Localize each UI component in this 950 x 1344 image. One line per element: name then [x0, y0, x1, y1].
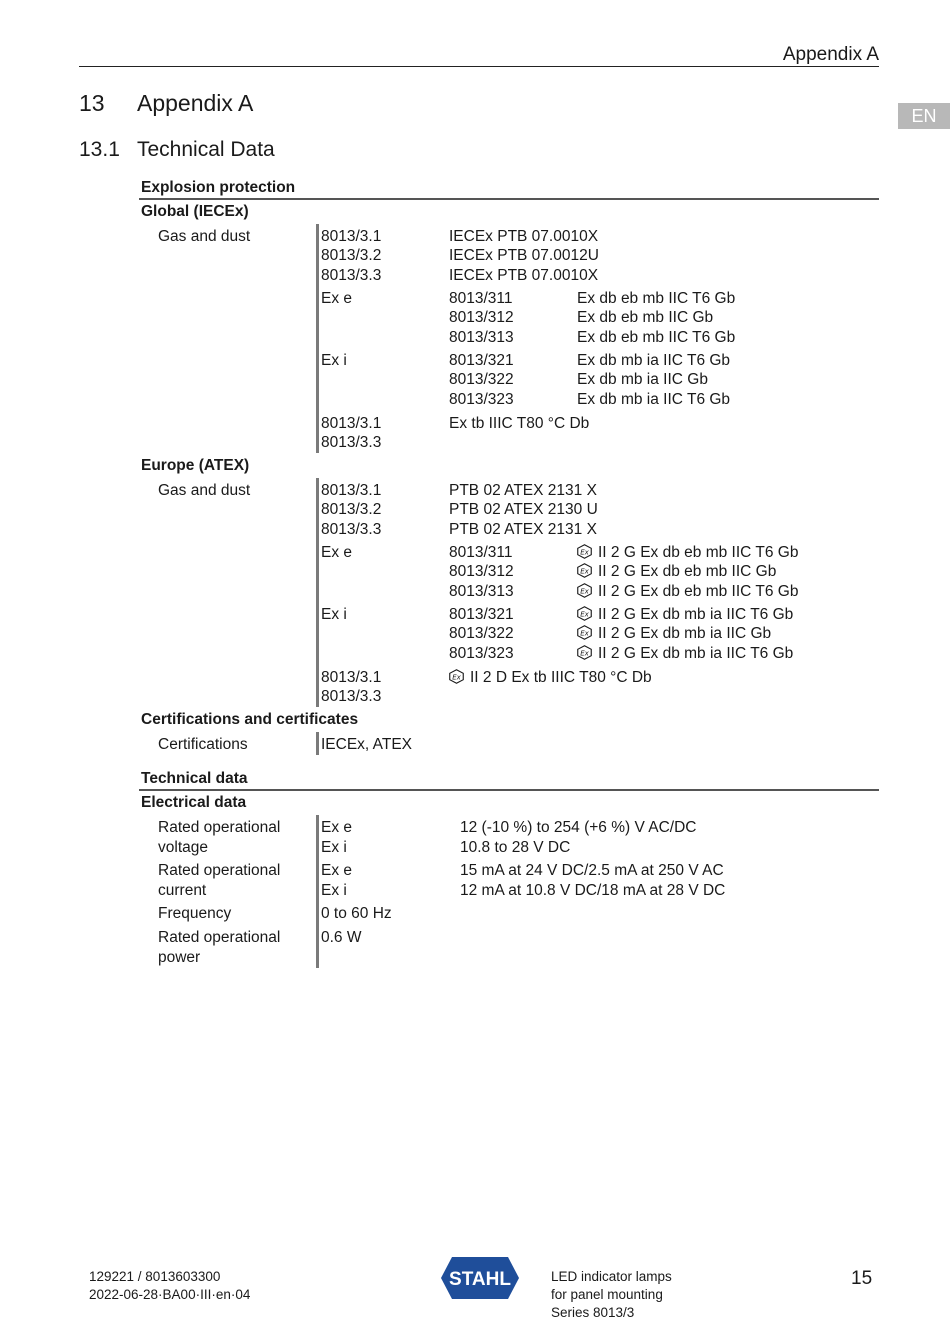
power-value: 0.6 W	[321, 929, 362, 946]
marking-row	[577, 605, 793, 624]
certificate: PTB 02 ATEX 2131 X	[449, 520, 597, 538]
svg-text:Ex: Ex	[580, 566, 589, 576]
ex-hexagon-icon	[577, 583, 592, 598]
atex-dust-mark: II 2 D Ex tb IIIC T80 °C Db	[470, 669, 652, 686]
chapter-number: 13	[79, 90, 105, 116]
language-tab[interactable]: EN	[898, 103, 950, 129]
current-values	[460, 861, 725, 900]
current-label: Rated operational current	[158, 862, 281, 899]
marking-row	[577, 624, 793, 643]
atex-exi-label: Ex i	[321, 606, 347, 623]
product-line: Series 8013/3	[551, 1305, 635, 1320]
product-line: LED indicator lamps	[551, 1269, 672, 1284]
marking: II 2 G Ex db eb mb IIC T6 Gb	[598, 582, 799, 600]
model: 8013/3.1	[321, 669, 382, 686]
product-line: for panel mounting	[551, 1287, 663, 1302]
marking: Ex db mb ia IIC T6 Gb	[577, 390, 731, 408]
svg-text:Ex: Ex	[580, 585, 589, 595]
certificate: PTB 02 ATEX 2131 X	[449, 482, 597, 499]
svg-text:Ex: Ex	[580, 647, 589, 657]
doc-id: 129221 / 8013603300	[89, 1269, 221, 1284]
marking-row	[577, 543, 798, 562]
model: 8013/3.1	[321, 482, 382, 499]
atex-dust-mark-row	[449, 668, 652, 687]
certificate: PTB 02 ATEX 2130 U	[449, 501, 598, 519]
ex-hexagon-icon	[577, 645, 592, 660]
type-code: 8013/311	[449, 290, 513, 307]
marking: Ex db mb ia IIC Gb	[577, 371, 708, 389]
section-rule	[139, 198, 879, 200]
table-divider	[316, 815, 319, 968]
type-code: 8013/312	[449, 309, 514, 327]
iecex-dust-models	[321, 414, 381, 453]
atex-certs	[449, 481, 598, 539]
model: 8013/3.1	[321, 415, 382, 432]
model: 8013/3.3	[321, 688, 382, 706]
certifications-value: IECEx, ATEX	[321, 736, 413, 753]
marking: II 2 G Ex db mb ia IIC T6 Gb	[598, 644, 794, 662]
iecex-models	[321, 227, 381, 285]
ex-hexagon-icon	[577, 606, 592, 621]
current-value: 15 mA at 24 V DC/2.5 mA at 250 V AC	[460, 862, 724, 879]
atex-exi-marks	[577, 605, 793, 663]
model: 8013/3.1	[321, 228, 382, 245]
iecex-exe-label: Ex e	[321, 290, 353, 307]
protection-type: Ex e	[321, 862, 353, 879]
type-code: 8013/313	[449, 582, 514, 600]
certifications-title: Certifications and certificates	[141, 711, 359, 728]
svg-text:Ex: Ex	[580, 547, 589, 557]
power-label: Rated operational power	[158, 929, 281, 966]
certificate: IECEx PTB 07.0012U	[449, 247, 599, 265]
iecex-exi-label: Ex i	[321, 352, 347, 369]
svg-text:Ex: Ex	[580, 609, 589, 619]
marking: Ex db eb mb IIC Gb	[577, 309, 714, 327]
iecex-exe-marks	[577, 289, 735, 347]
chapter-title: Appendix A	[137, 90, 254, 116]
type-code: 8013/311	[449, 544, 513, 561]
current-value: 12 mA at 10.8 V DC/18 mA at 28 V DC	[460, 881, 726, 899]
marking-row	[577, 562, 798, 581]
technical-data-title: Technical data	[141, 770, 248, 787]
marking: II 2 G Ex db mb ia IIC T6 Gb	[598, 606, 794, 623]
marking: Ex db eb mb IIC T6 Gb	[577, 290, 736, 307]
iecex-label: Gas and dust	[158, 228, 251, 245]
protection-type: Ex e	[321, 819, 353, 836]
table-divider	[316, 224, 319, 453]
iecex-title: Global (IECEx)	[141, 203, 249, 220]
voltage-value: 10.8 to 28 V DC	[460, 838, 571, 856]
model: 8013/3.3	[321, 434, 382, 452]
voltage-value: 12 (-10 %) to 254 (+6 %) V AC/DC	[460, 819, 697, 836]
type-code: 8013/312	[449, 563, 514, 581]
type-code: 8013/321	[449, 352, 514, 369]
marking: II 2 G Ex db eb mb IIC T6 Gb	[598, 544, 799, 561]
table-divider	[316, 478, 319, 707]
type-code: 8013/323	[449, 644, 514, 662]
iecex-exi-codes	[449, 351, 514, 409]
ex-hexagon-icon	[449, 669, 464, 684]
voltage-types	[321, 818, 352, 857]
protection-type: Ex i	[321, 881, 347, 899]
logo-text: STAHL	[449, 1269, 511, 1290]
type-code: 8013/322	[449, 371, 514, 389]
iecex-exe-codes	[449, 289, 514, 347]
model: 8013/3.2	[321, 247, 382, 265]
type-code: 8013/313	[449, 328, 514, 346]
model: 8013/3.3	[321, 520, 382, 538]
electrical-data-title: Electrical data	[141, 794, 247, 811]
svg-text:Ex: Ex	[452, 672, 461, 682]
ex-hexagon-icon	[577, 563, 592, 578]
svg-text:Ex: Ex	[580, 628, 589, 638]
table-divider	[316, 732, 319, 755]
ex-hexagon-icon	[577, 544, 592, 559]
footer-doc-info	[89, 1268, 250, 1304]
doc-date: 2022-06-28·BA00·III·en·04	[89, 1287, 251, 1302]
atex-dust-models	[321, 668, 381, 707]
certificate: IECEx PTB 07.0010X	[449, 228, 599, 245]
current-types	[321, 861, 352, 900]
type-code: 8013/323	[449, 390, 514, 408]
marking: II 2 G Ex db eb mb IIC Gb	[598, 563, 777, 581]
iecex-exi-marks	[577, 351, 730, 409]
stahl-logo	[440, 1256, 520, 1300]
iecex-dust-mark: Ex tb IIIC T80 °C Db	[449, 415, 590, 432]
explosion-protection-title: Explosion protection	[141, 179, 296, 196]
type-code: 8013/321	[449, 606, 514, 623]
model: 8013/3.3	[321, 266, 382, 284]
atex-label: Gas and dust	[158, 482, 251, 499]
frequency-value: 0 to 60 Hz	[321, 905, 392, 922]
marking-row	[577, 582, 798, 601]
page-number: 15	[851, 1268, 873, 1289]
atex-exi-codes	[449, 605, 514, 663]
header-rule	[79, 66, 879, 67]
certifications-label: Certifications	[158, 736, 248, 753]
atex-title: Europe (ATEX)	[141, 457, 250, 474]
ex-hexagon-icon	[577, 625, 592, 640]
atex-models	[321, 481, 381, 539]
marking-row	[577, 644, 793, 663]
section-number: 13.1	[79, 138, 120, 161]
marking: Ex db mb ia IIC T6 Gb	[577, 352, 731, 369]
section-title: Technical Data	[137, 138, 275, 161]
marking: Ex db eb mb IIC T6 Gb	[577, 328, 736, 346]
frequency-label: Frequency	[158, 905, 232, 922]
model: 8013/3.2	[321, 501, 382, 519]
voltage-label: Rated operational voltage	[158, 819, 281, 856]
iecex-certs	[449, 227, 599, 285]
footer-product	[551, 1268, 672, 1322]
certificate: IECEx PTB 07.0010X	[449, 266, 599, 284]
atex-exe-codes	[449, 543, 514, 601]
running-header: Appendix A	[782, 44, 879, 65]
type-code: 8013/322	[449, 625, 514, 643]
section-rule	[139, 789, 879, 791]
atex-exe-label: Ex e	[321, 544, 353, 561]
atex-exe-marks	[577, 543, 798, 601]
marking: II 2 G Ex db mb ia IIC Gb	[598, 625, 772, 643]
voltage-values	[460, 818, 696, 857]
protection-type: Ex i	[321, 838, 347, 856]
